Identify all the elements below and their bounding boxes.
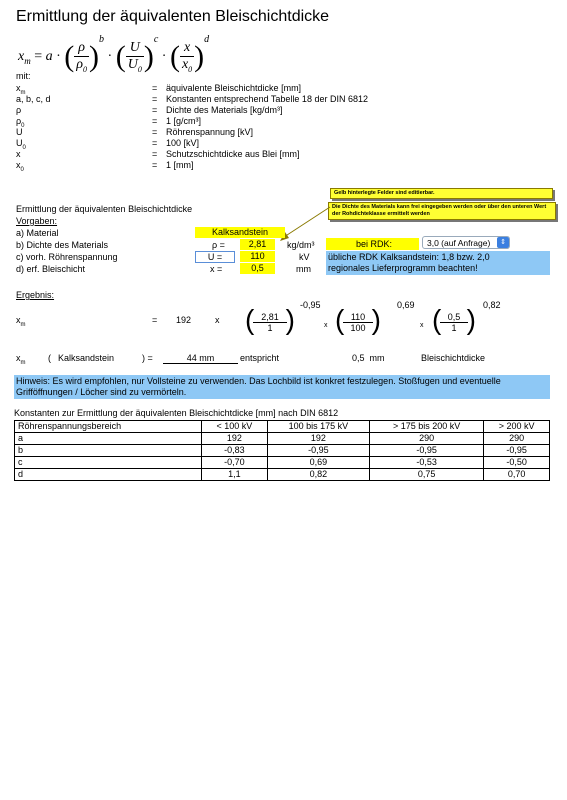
result-open-paren: ( [48, 353, 51, 363]
exp-c: 0,69 [397, 300, 415, 310]
table-cell: -0,50 [484, 457, 550, 469]
table-cell: 1,1 [202, 469, 268, 481]
table-cell: -0,70 [202, 457, 268, 469]
table-cell: a [15, 433, 202, 445]
table-cell: 0,69 [267, 457, 369, 469]
lead-equivalent: 0,5 mm [352, 353, 385, 363]
table-row [15, 457, 550, 469]
table-cell: 0,70 [484, 469, 550, 481]
table-cell: 290 [484, 433, 550, 445]
exp-b: -0,95 [300, 300, 321, 310]
density-note: Die Dichte des Materials kann frei eingegeben werden oder über den unteren Wert der Rohdichteklasse ermittelt werden [328, 202, 556, 220]
table-header-cell: 100 bis 175 kV [267, 421, 369, 433]
def-description: 1 [g/cm³] [166, 116, 202, 126]
def-symbol: $x_0$ [16, 160, 24, 173]
hinweis-banner: Hinweis: Es wird empfohlen, nur Vollsteine zu verwenden. Das Lochbild ist konkret festzulegen. Stoßfugen und eventuelle Grifföffnungen / Löcher sind zu vermörteln. [14, 375, 550, 399]
table-cell: 290 [370, 433, 484, 445]
def-symbol: $x_m$ [16, 83, 26, 96]
table-row [15, 433, 550, 445]
density-field[interactable]: 2,81 [240, 239, 275, 250]
def-description: Dichte des Materials [kg/dm³] [166, 105, 283, 115]
def-description: Konstanten entsprechend Tabelle 18 der DIN 6812 [166, 94, 368, 104]
x-symbol: x = [210, 264, 223, 274]
voltage-unit: kV [299, 252, 310, 262]
def-symbol: U [16, 127, 23, 137]
def-equals: = [152, 94, 158, 104]
voltage-field[interactable]: 110 [240, 251, 275, 262]
xm-label: $x_m$ [16, 315, 26, 328]
density-unit: kg/dm³ [287, 240, 315, 250]
def-description: 1 [mm] [166, 160, 194, 170]
rho-symbol: ρ = [212, 240, 225, 250]
table-cell: 0,82 [267, 469, 369, 481]
def-symbol: $U_0$ [16, 138, 26, 151]
material-field[interactable]: Kalksandstein [195, 227, 285, 238]
table-cell: 192 [202, 433, 268, 445]
section-title: Ermittlung der äquivalenten Bleischichtdicke [16, 204, 193, 214]
result-xm: $x_m$ [16, 353, 26, 366]
table-cell: -0,95 [370, 445, 484, 457]
def-equals: = [152, 149, 158, 159]
def-description: Schutzschichtdicke aus Blei [mm] [166, 149, 300, 159]
equals-sign: = [152, 315, 158, 325]
table-cell: -0,95 [267, 445, 369, 457]
table-cell: d [15, 469, 202, 481]
voltage-symbol: U = [195, 251, 235, 263]
chevron-updown-icon: ⇕ [497, 237, 509, 248]
dot-sign-1: x [324, 322, 328, 329]
page-title: Ermittlung der äquivalenten Bleischichtdicke [16, 8, 330, 25]
material-label: a) Material [16, 228, 59, 238]
def-equals: = [152, 116, 158, 126]
a-value: 192 [176, 315, 192, 325]
voltage-label: c) vorh. Röhrenspannung [16, 252, 118, 262]
table-header-row [15, 421, 550, 433]
def-equals: = [152, 160, 158, 170]
table-header-cell: > 175 bis 200 kV [370, 421, 484, 433]
table-cell: 0,75 [370, 469, 484, 481]
mit-label: mit: [16, 71, 31, 81]
vorgaben-label: Vorgaben: [16, 216, 58, 226]
def-equals: = [152, 83, 158, 93]
density-label: b) Dichte des Materials [16, 240, 109, 250]
table-caption: Konstanten zur Ermittlung der äquivalenten Bleischichtdicke [mm] nach DIN 6812 [14, 408, 339, 418]
voltage-fraction: ( 110 100 ) [335, 304, 381, 335]
rdk-select[interactable]: 3,0 (auf Anfrage) ⇕ [422, 236, 510, 249]
lead-equivalent-label: Bleischichtdicke [421, 353, 486, 363]
dot-sign-2: x [420, 322, 424, 329]
table-cell: -0,53 [370, 457, 484, 469]
ergebnis-label: Ergebnis: [16, 290, 55, 300]
def-equals: = [152, 105, 158, 115]
def-equals: = [152, 127, 158, 137]
table-cell: c [15, 457, 202, 469]
formula: $x_m = a$ · ( $\frac{\rho}{\rho_0}$ )$^b$ · ( $\frac{U}{U_0}$ )$^c$ · ( $\frac{x}{x_0}$ )$^d$ [18, 34, 210, 74]
lead-label: d) erf. Bleischicht [16, 264, 86, 274]
lead-unit: mm [296, 264, 311, 274]
table-header-cell: > 200 kV [484, 421, 550, 433]
constants-table [14, 420, 550, 481]
table-cell: -0,95 [484, 445, 550, 457]
def-equals: = [152, 138, 158, 148]
def-symbol: x [16, 149, 21, 159]
lead-fraction: ( 0,5 1 ) [432, 304, 476, 335]
result-material: Kalksandstein [58, 353, 115, 363]
result-close-paren: ) = [142, 353, 153, 363]
table-row [15, 469, 550, 481]
exp-d: 0,82 [483, 300, 501, 310]
table-cell: 192 [267, 433, 369, 445]
table-header-cell: Röhrenspannungsbereich [15, 421, 202, 433]
lead-field[interactable]: 0,5 [240, 263, 275, 274]
times-sign: x [215, 315, 220, 325]
table-header-cell: < 100 kV [202, 421, 268, 433]
table-cell: -0,83 [202, 445, 268, 457]
editable-note: Gelb hinterlegte Felder sind editierbar. [330, 188, 553, 199]
rdk-info: übliche RDK Kalksandstein: 1,8 bzw. 2,0 regionales Lieferprogramm beachten! [326, 251, 550, 275]
entspricht-label: entspricht [240, 353, 280, 363]
def-description: 100 [kV] [166, 138, 200, 148]
rdk-label: bei RDK: [326, 238, 419, 250]
def-description: äquivalente Bleischichtdicke [mm] [166, 83, 302, 93]
def-symbol: a, b, c, d [16, 94, 51, 104]
result-value: 44 mm [163, 353, 238, 364]
table-row [15, 445, 550, 457]
def-symbol: $\rho_0$ [16, 116, 25, 129]
def-symbol: ρ [16, 105, 22, 115]
def-description: Röhrenspannung [kV] [166, 127, 254, 137]
table-cell: b [15, 445, 202, 457]
rho-fraction: ( 2,81 1 ) [245, 304, 295, 335]
